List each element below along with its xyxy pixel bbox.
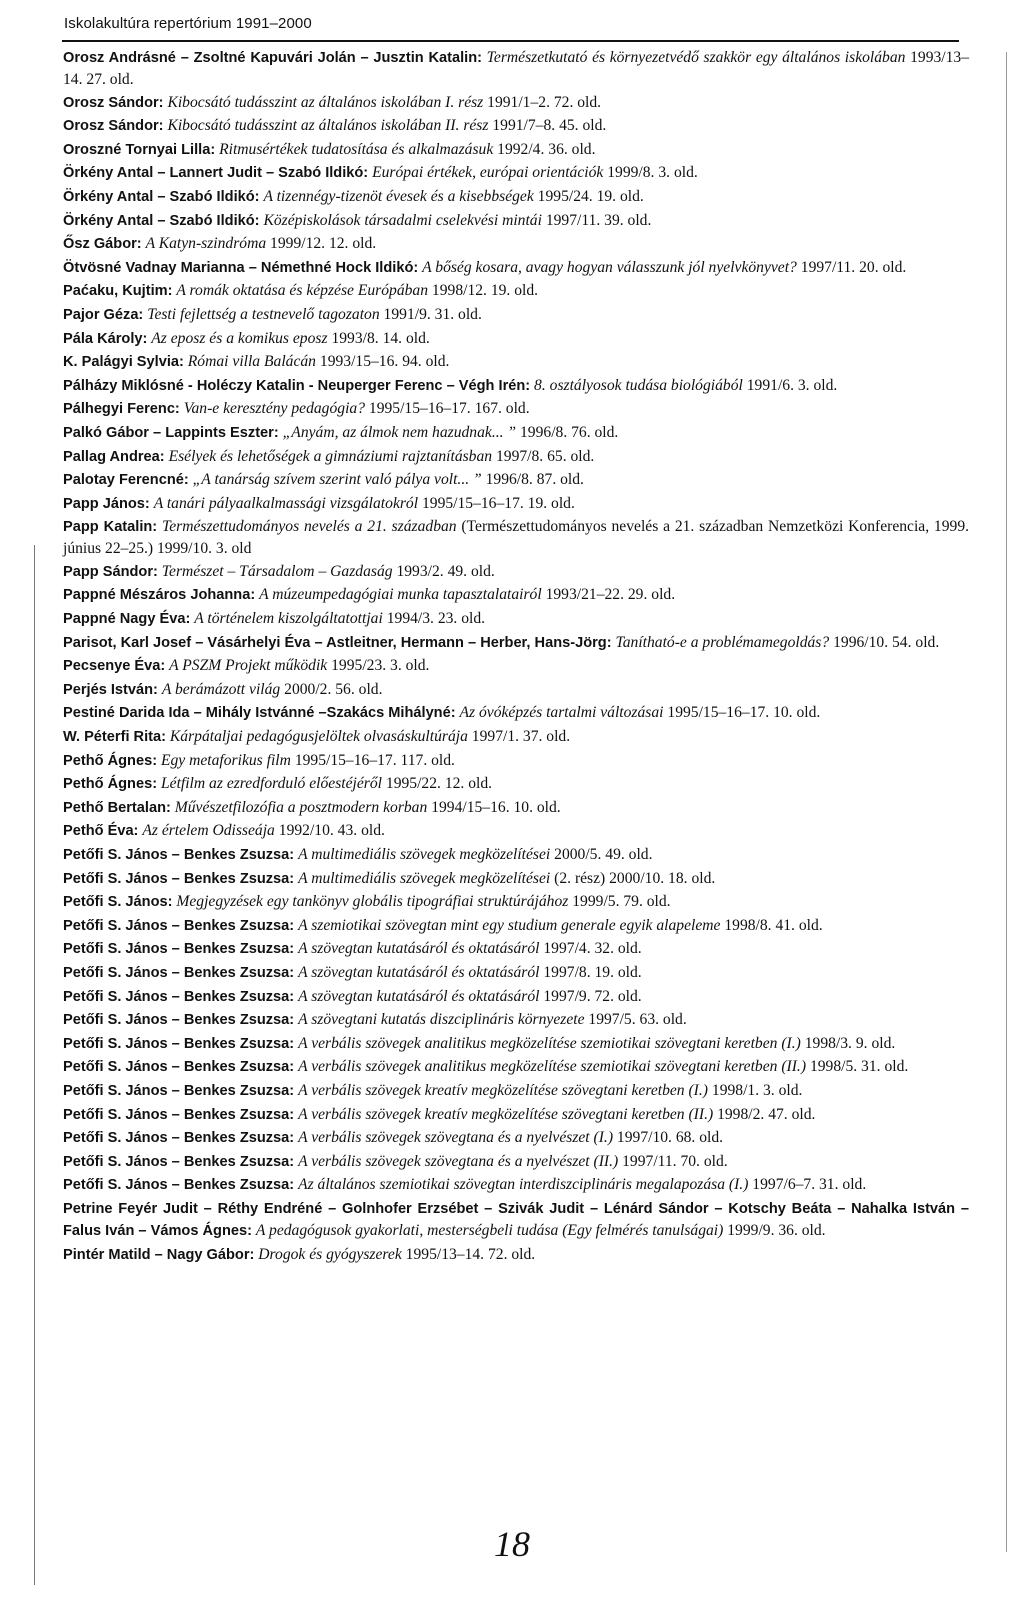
entry-author: Pethő Éva: (63, 823, 139, 840)
bibliography-entry (63, 1033, 969, 1055)
bibliography-entry (63, 1080, 969, 1102)
entry-author: Perjés István: (63, 681, 158, 698)
bibliography-entry (63, 702, 969, 724)
entry-author: Örkény Antal – Lannert Judit – Szabó Ildikó: (63, 165, 369, 182)
entry-author: Pecsenye Éva: (63, 658, 166, 675)
entry-title: A szövegtan kutatásáról és oktatásáról (298, 940, 540, 958)
entry-author: Petőfi S. János – Benkes Zsuzsa: (63, 847, 295, 863)
entry-author: Papp János: (63, 495, 150, 512)
bibliography-entry (63, 891, 969, 913)
entry-author: Petőfi S. János – Benkes Zsuzsa: (63, 988, 295, 1005)
entry-title: A Katyn-szindróma (145, 235, 267, 253)
entry-title: A verbális szövegek analitikus megközelítése szemiotikai szövegtani keretben (II.) (298, 1058, 807, 1076)
entry-reference: 1997/4. 32. old. (543, 940, 642, 958)
bibliography-entry (63, 1174, 969, 1196)
entry-reference: 1994/3. 23. old. (386, 610, 486, 628)
entry-title: Az általános szemiotikai szövegtan interdiszciplináris megalapozása (I.) (298, 1176, 749, 1194)
entry-title: Az óvóképzés tartalmi változásai (459, 704, 664, 722)
entry-reference: 1997/5. 63. old. (588, 1011, 687, 1029)
entry-reference: 1997/9. 72. old. (543, 987, 642, 1005)
entry-title: A verbális szövegek kreatív megközelítése szövegtani keretben (I.) (298, 1081, 708, 1099)
bibliography-list (63, 47, 969, 1267)
entry-reference: 1998/3. 9. old. (804, 1034, 896, 1052)
entry-reference: 1997/8. 19. old. (543, 963, 642, 981)
entry-title: A romák oktatása és képzése Európában (176, 282, 429, 300)
entry-reference: 1995/22. 12. old. (385, 775, 493, 793)
entry-reference: 1999/12. 12. old. (270, 235, 377, 253)
bibliography-entry (63, 797, 969, 819)
bibliography-entry (63, 773, 969, 795)
entry-author: Petőfi S. János – Benkes Zsuzsa: (63, 1153, 295, 1170)
entry-author: Orosz Sándor: (63, 94, 164, 111)
entry-title: A multimediális szövegek megközelítései (298, 846, 551, 863)
entry-reference: 1995/15–16–17. 10. old. (667, 704, 821, 722)
entry-author: Palkó Gábor – Lappints Eszter: (63, 424, 279, 441)
entry-title: A szövegtan kutatásáról és oktatásáról (298, 963, 540, 981)
bibliography-entry (63, 608, 969, 630)
bibliography-entry (63, 1198, 969, 1242)
entry-title: Természettudományos nevelés a 21. században (162, 518, 457, 536)
entry-reference: 1995/15–16–17. 19. old. (421, 494, 575, 512)
entry-title: Természet – Társadalom – Gazdaság (161, 562, 393, 580)
entry-title: A tizennégy-tizenöt évesek és a kisebbségek (263, 187, 534, 205)
entry-reference: 2000/5. 49. old. (554, 846, 653, 863)
entry-title: Egy metaforikus film (160, 751, 291, 769)
bibliography-entry (63, 186, 969, 208)
bibliography-entry (63, 1009, 969, 1031)
entry-title: Esélyek és lehetőségek a gimnáziumi rajztanításban (168, 447, 493, 465)
entry-reference: 1993/8. 14. old. (331, 329, 430, 347)
entry-title: Római villa Balácán (187, 353, 316, 371)
entry-title: Kárpátaljai pedagógusjelöltek olvasáskultúrája (169, 728, 468, 746)
entry-author: Pintér Matild – Nagy Gábor: (63, 1246, 255, 1263)
entry-reference: 1991/6. 3. old. (746, 376, 838, 394)
entry-author: Örkény Antal – Szabó Ildikó: (63, 188, 260, 205)
entry-author: Oroszné Tornyai Lilla: (63, 141, 216, 158)
entry-reference: 1998/2. 47. old. (717, 1105, 816, 1123)
entry-title: A szövegtan kutatásáról és oktatásáról (298, 987, 540, 1005)
bibliography-entry (63, 962, 969, 984)
bibliography-entry (63, 92, 969, 114)
entry-author: Ősz Gábor: (63, 236, 142, 253)
bibliography-entry (63, 986, 969, 1008)
bibliography-entry (63, 280, 969, 302)
bibliography-entry (63, 938, 969, 960)
entry-reference: 1993/21–22. 29. old. (545, 586, 676, 604)
entry-author: Petőfi S. János – Benkes Zsuzsa: (63, 1059, 295, 1076)
entry-reference: 1998/5. 31. old. (809, 1058, 909, 1076)
entry-title: Ritmusértékek tudatosítása és alkalmazásuk (219, 140, 494, 158)
running-head: Iskolakultúra repertórium 1991–2000 (64, 15, 312, 32)
bibliography-entry (63, 210, 969, 232)
entry-author: Palotay Ferencné: (63, 472, 189, 489)
entry-reference: 1996/8. 76. old. (520, 423, 619, 441)
entry-author: Pethő Ágnes: (63, 776, 158, 793)
entry-title: Drogok és gyógyszerek (258, 1245, 402, 1263)
entry-reference: 1998/1. 3. old. (711, 1081, 803, 1099)
bibliography-entry (63, 493, 969, 515)
entry-title: Az eposz és a komikus eposz (151, 329, 328, 347)
bibliography-entry (63, 257, 969, 279)
entry-title: A múzeumpedagógiai munka tapasztalatairól (259, 586, 542, 604)
entry-title: Kibocsátó tudásszint az általános iskolában II. rész (167, 117, 489, 135)
entry-reference: 1995/15–16–17. 117. old. (294, 751, 455, 769)
entry-title: Az értelem Odisseája (142, 822, 275, 840)
bibliography-entry (63, 679, 969, 701)
entry-author: Petőfi S. János – Benkes Zsuzsa: (63, 1177, 295, 1194)
entry-author: Pethő Bertalan: (63, 799, 171, 816)
bibliography-entry (63, 750, 969, 772)
entry-reference: 1997/1. 37. old. (471, 728, 571, 746)
entry-author: Petőfi S. János – Benkes Zsuzsa: (63, 1130, 295, 1147)
bibliography-entry (63, 1151, 969, 1173)
entry-reference: 1991/7–8. 45. old. (492, 117, 607, 135)
entry-author: W. Péterfi Rita: (63, 729, 166, 746)
entry-author: Pálhegyi Ferenc: (63, 401, 180, 418)
entry-author: Pála Károly: (63, 330, 148, 347)
bibliography-entry (63, 561, 969, 583)
entry-title: Természetkutató és környezetvédő szakkör egy általános iskolában (486, 49, 906, 66)
entry-reference: 1994/15–16. 10. old. (431, 798, 561, 816)
entry-reference: 1997/11. 70. old. (622, 1152, 728, 1170)
entry-reference: 1997/10. 68. old. (616, 1129, 724, 1147)
entry-title: A verbális szövegek szövegtana és a nyelvészet (II.) (298, 1152, 619, 1170)
entry-reference: 1991/1–2. 72. old. (487, 93, 602, 111)
bibliography-entry (63, 162, 969, 184)
bibliography-entry (63, 375, 969, 397)
bibliography-entry (63, 726, 969, 748)
entry-title: A pedagógusok gyakorlati, mesterségbeli tudása (Egy felmérés tanulságai) (255, 1221, 724, 1239)
entry-reference: (Természettudományos nevelés a 21. században Nemzetközi Konferencia, 1999. június 22–25.) 1999/10. 3. old (63, 518, 970, 558)
entry-reference: 1993/15–16. 94. old. (319, 353, 450, 371)
bibliography-entry (63, 1244, 969, 1266)
entry-author: Pálházy Miklósné - Holéczy Katalin - Neuperger Ferenc – Végh Irén: (63, 377, 531, 394)
entry-title: Művészetfilozófia a posztmodern korban (174, 798, 428, 816)
entry-title: Középiskolások társadalmi cselekvési mintái (263, 211, 542, 229)
bibliography-entry (63, 632, 969, 654)
bibliography-entry (63, 1104, 969, 1126)
entry-author: Pethő Ágnes: (63, 752, 158, 769)
bibliography-entry (63, 398, 969, 420)
entry-title: A bőség kosara, avagy hogyan válasszunk jól nyelvkönyvet? (422, 258, 797, 276)
entry-author: Petőfi S. János – Benkes Zsuzsa: (63, 1012, 295, 1029)
entry-reference: 1999/5. 79. old. (572, 893, 671, 911)
entry-reference: 1999/8. 3. old. (607, 164, 698, 182)
entry-reference: 1997/6–7. 31. old. (752, 1176, 867, 1194)
entry-reference: 1992/4. 36. old. (497, 140, 596, 158)
bibliography-entry (63, 915, 969, 937)
entry-reference: 1996/8. 87. old. (485, 471, 584, 489)
entry-reference: 1995/24. 19. old. (537, 187, 644, 205)
entry-author: Pappné Mészáros Johanna: (63, 587, 256, 604)
entry-author: Pallag Andrea: (63, 448, 165, 465)
bibliography-entry (63, 1127, 969, 1149)
entry-reference: 2000/2. 56. old. (284, 680, 383, 698)
entry-author: K. Palágyi Sylvia: (63, 354, 184, 371)
entry-reference: 1997/8. 65. old. (495, 447, 595, 465)
bibliography-entry (63, 422, 969, 444)
entry-reference: (2. rész) 2000/10. 18. old. (554, 869, 716, 887)
entry-reference: 1995/13–14. 72. old. (405, 1245, 536, 1263)
entry-title: A verbális szövegek kreatív megközelítése szövegtani keretben (II.) (298, 1105, 714, 1123)
entry-author: Petrine Feyér Judit – Réthy Endréné – Golnhofer Erzsébet – Szivák Judit – Lénárd Sándor – Kotschy Beáta – Nahalka István – Falus Iván – Vámos Ágnes: (63, 1200, 969, 1239)
entry-author: Papp Katalin: (63, 519, 158, 536)
entry-title: A verbális szövegek analitikus megközelítése szemiotikai szövegtani keretben (I.) (298, 1034, 801, 1052)
entry-author: Petőfi S. János: (63, 894, 173, 911)
entry-author: Pestiné Darida Ida – Mihály Istvánné –Szakács Mihályné: (63, 705, 456, 722)
entry-reference: 1999/9. 36. old. (727, 1221, 826, 1239)
entry-title: A PSZM Projekt működik (169, 657, 328, 675)
entry-reference: 1998/8. 41. old. (724, 916, 823, 934)
entry-title: „Anyám, az álmok nem hazudnak... ” (282, 423, 517, 441)
entry-author: Paćaku, Kujtim: (63, 283, 173, 300)
entry-title: Kibocsátó tudásszint az általános iskolában I. rész (167, 93, 484, 111)
entry-title: A szemiotikai szövegtan mint egy studium generale egyik alapeleme (298, 916, 721, 934)
header-rule (62, 40, 959, 42)
entry-reference: 1992/10. 43. old. (278, 822, 385, 840)
entry-title: Európai értékek, európai orientációk (372, 164, 604, 182)
entry-reference: 1995/15–16–17. 167. old. (368, 400, 530, 418)
bibliography-entry (63, 233, 969, 255)
bibliography-entry (63, 304, 969, 326)
page-number: 18 (494, 1524, 530, 1564)
entry-title: Testi fejlettség a testnevelő tagozaton (147, 305, 380, 323)
entry-reference: 1993/13–14. 27. old. (63, 49, 970, 88)
entry-reference: 1995/23. 3. old. (331, 657, 430, 675)
entry-author: Pappné Nagy Éva: (63, 611, 191, 628)
entry-title: Megjegyzések egy tankönyv globális tipográfiai struktúrájához (176, 893, 569, 911)
entry-author: Papp Sándor: (63, 563, 158, 580)
entry-reference: 1997/11. 39. old. (545, 211, 652, 229)
bibliography-entry (63, 820, 969, 842)
entry-author: Parisot, Karl Josef – Vásárhelyi Éva – Astleitner, Hermann – Herber, Hans-Jörg: (63, 634, 612, 651)
bibliography-entry (63, 47, 969, 90)
entry-title: Létfilm az ezredforduló előestéjéről (160, 775, 382, 793)
entry-author: Orosz Sándor: (63, 118, 164, 135)
bibliography-entry (63, 844, 969, 866)
left-margin-rule (34, 545, 35, 1585)
entry-reference: 1991/9. 31. old. (383, 305, 482, 323)
bibliography-entry (63, 655, 969, 677)
entry-reference: 1997/11. 20. old. (800, 258, 907, 276)
bibliography-entry (63, 469, 969, 491)
entry-author: Petőfi S. János – Benkes Zsuzsa: (63, 1106, 295, 1123)
bibliography-entry (63, 139, 969, 161)
entry-reference: 1998/12. 19. old. (431, 282, 539, 300)
entry-reference: 1993/2. 49. old. (396, 562, 495, 580)
bibliography-entry (63, 446, 969, 468)
bibliography-entry (63, 516, 969, 559)
entry-title: 8. osztályosok tudása biológiából (534, 376, 743, 394)
entry-title: A berámázott világ (161, 680, 281, 698)
entry-author: Petőfi S. János – Benkes Zsuzsa: (63, 964, 295, 981)
entry-reference: 1996/10. 54. old. (833, 633, 940, 651)
bibliography-entry (63, 328, 969, 350)
entry-author: Orosz Andrásné – Zsoltné Kapuvári Jolán – Jusztin Katalin: (63, 50, 482, 66)
entry-title: „A tanárság szívem szerint való pálya volt... ” (192, 471, 482, 489)
entry-title: A verbális szövegek szövegtana és a nyelvészet (I.) (298, 1129, 614, 1147)
entry-author: Petőfi S. János – Benkes Zsuzsa: (63, 870, 295, 887)
entry-title: Tanítható-e a problémamegoldás? (615, 633, 830, 651)
entry-title: A történelem kiszolgáltatottjai (194, 610, 383, 628)
entry-author: Örkény Antal – Szabó Ildikó: (63, 212, 260, 229)
entry-author: Petőfi S. János – Benkes Zsuzsa: (63, 917, 295, 934)
bibliography-entry (63, 1056, 969, 1078)
entry-title: A tanári pályaalkalmassági vizsgálatokról (153, 494, 419, 512)
bibliography-entry (63, 868, 969, 890)
entry-title: Van-e keresztény pedagógia? (183, 400, 365, 418)
bibliography-entry (63, 584, 969, 606)
bibliography-entry (63, 351, 969, 373)
bibliography-entry (63, 115, 969, 137)
right-margin-rule (1006, 52, 1007, 1552)
entry-author: Pajor Géza: (63, 306, 144, 323)
entry-author: Ötvösné Vadnay Marianna – Némethné Hock Ildikó: (63, 259, 419, 276)
entry-author: Petőfi S. János – Benkes Zsuzsa: (63, 1082, 295, 1099)
entry-title: A multimediális szövegek megközelítései (298, 869, 551, 887)
entry-author: Petőfi S. János – Benkes Zsuzsa: (63, 1035, 295, 1052)
entry-title: A szövegtani kutatás diszciplináris környezete (298, 1011, 585, 1029)
entry-author: Petőfi S. János – Benkes Zsuzsa: (63, 941, 295, 958)
